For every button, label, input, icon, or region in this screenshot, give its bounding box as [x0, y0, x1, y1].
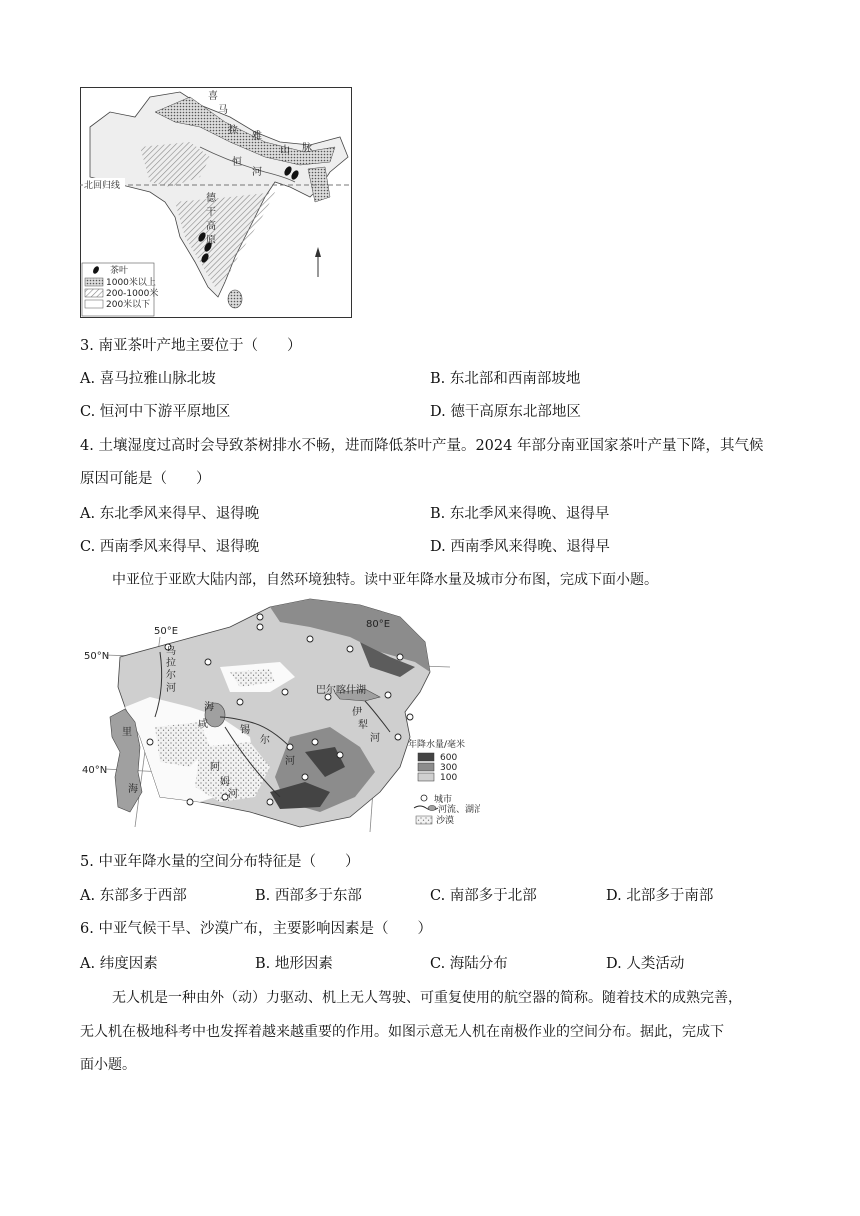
map1-legend — [82, 263, 158, 316]
label-caspian-2: 海 — [128, 784, 138, 795]
legend-100: 100 — [440, 773, 458, 783]
label-balkhash: 巴尔喀什湖 — [316, 685, 366, 696]
q3-option-d[interactable]: D. 德干高原东北部地区 — [430, 404, 581, 420]
legend-desert: 沙漠 — [436, 816, 455, 826]
q5-stem: 5. 中亚年降水量的空间分布特征是（ ） — [80, 854, 360, 870]
label-deccan-2: 干 — [206, 207, 216, 218]
q6-option-b[interactable]: B. 地形因素 — [255, 956, 333, 972]
q3-stem: 3. 南亚茶叶产地主要位于（ ） — [80, 338, 302, 354]
q4-option-b[interactable]: B. 东北季风来得晚、退得早 — [430, 506, 610, 522]
legend-mid: 200-1000米 — [106, 289, 159, 299]
label-lat50: 50°N — [84, 651, 110, 662]
q3-option-c[interactable]: C. 恒河中下游平原地区 — [80, 404, 231, 420]
q6-option-a[interactable]: A. 纬度因素 — [80, 956, 158, 972]
south-asia-map — [80, 87, 352, 318]
label-himalaya-5: 山 — [280, 145, 290, 156]
label-deccan-3: 高 — [206, 221, 216, 232]
label-ural-2: 拉 — [166, 658, 176, 669]
label-syr-1: 锡 — [240, 725, 250, 736]
legend-river: 河流、湖泊 — [438, 805, 480, 815]
legend-below200: 200米以下 — [106, 300, 151, 310]
q3-option-b[interactable]: B. 东北部和西南部坡地 — [430, 371, 581, 387]
label-ganges-2: 河 — [252, 167, 262, 178]
label-deccan-4: 原 — [206, 235, 216, 246]
label-amu-2: 姆 — [220, 777, 230, 788]
label-amu-1: 阿 — [210, 762, 220, 773]
q6-option-d[interactable]: D. 人类活动 — [606, 956, 685, 972]
label-lat40: 40°N — [82, 765, 108, 776]
legend-300: 300 — [440, 763, 458, 773]
label-lon80: 80°E — [366, 619, 391, 630]
central-asia-map-svg — [80, 597, 480, 842]
label-caspian-1: 里 — [122, 727, 132, 738]
legend-city: 城市 — [434, 795, 453, 805]
map2-legend — [408, 738, 480, 826]
q3-option-a[interactable]: A. 喜马拉雅山脉北坡 — [80, 371, 216, 387]
q4-option-a[interactable]: A. 东北季风来得早、退得晚 — [80, 506, 260, 522]
label-syr-2: 尔 — [260, 735, 270, 746]
legend-600: 600 — [440, 753, 458, 763]
q5-option-d[interactable]: D. 北部多于南部 — [606, 888, 714, 904]
central-asia-map — [80, 597, 480, 842]
legend-precip-title: 年降水量/毫米 — [408, 740, 466, 750]
label-ili-1: 伊 — [352, 707, 362, 718]
label-syr-3: 河 — [285, 756, 295, 767]
label-himalaya-4: 雅 — [252, 131, 262, 142]
q6-stem: 6. 中亚气候干旱、沙漠广布，主要影响因素是（ ） — [80, 921, 432, 937]
label-himalaya-2: 马 — [218, 105, 228, 116]
label-ili-2: 犁 — [358, 720, 368, 731]
q4-stem-line2: 原因可能是（ ） — [80, 471, 211, 487]
intro-drone-line3: 面小题。 — [80, 1057, 136, 1073]
label-himalaya-1: 喜 — [208, 91, 218, 102]
label-ganges-1: 恒 — [232, 157, 242, 168]
legend-above1000: 1000米以上 — [106, 278, 156, 288]
intro-central-asia: 中亚位于亚欧大陆内部，自然环境独特。读中亚年降水量及城市分布图，完成下面小题。 — [112, 572, 658, 588]
label-ural-3: 尔 — [166, 670, 176, 681]
label-ural-1: 乌 — [166, 646, 176, 657]
label-aral-1: 海 — [204, 702, 214, 713]
south-asia-map-svg — [80, 87, 352, 318]
q5-option-a[interactable]: A. 东部多于西部 — [80, 888, 187, 904]
q4-stem-line1: 4. 土壤湿度过高时会导致茶树排水不畅，进而降低茶叶产量。2024 年部分南亚国家茶叶产量下降，其气候 — [80, 438, 764, 454]
label-aral-2: 咸 — [198, 719, 208, 730]
intro-drone-line2: 无人机在极地科考中也发挥着越来越重要的作用。如图示意无人机在南极作业的空间分布。据此，完成下 — [80, 1024, 724, 1040]
label-himalaya-3: 拉 — [228, 125, 238, 136]
intro-drone-line1: 无人机是一种由外（动）力驱动、机上无人驾驶、可重复使用的航空器的简称。随着技术的成熟完善， — [112, 990, 742, 1006]
legend-tea: 茶叶 — [110, 266, 129, 276]
label-himalaya-6: 脉 — [302, 143, 312, 154]
label-deccan-1: 德 — [206, 193, 216, 204]
q5-option-c[interactable]: C. 南部多于北部 — [430, 888, 537, 904]
q6-option-c[interactable]: C. 海陆分布 — [430, 956, 508, 972]
q5-option-b[interactable]: B. 西部多于东部 — [255, 888, 362, 904]
label-amu-3: 河 — [228, 789, 238, 800]
label-ili-3: 河 — [370, 733, 380, 744]
q4-option-d[interactable]: D. 西南季风来得晚、退得早 — [430, 539, 610, 555]
label-ural-4: 河 — [166, 683, 176, 694]
q4-option-c[interactable]: C. 西南季风来得早、退得晚 — [80, 539, 260, 555]
label-tropic: 北回归线 — [84, 181, 121, 191]
label-lon50: 50°E — [154, 626, 179, 637]
